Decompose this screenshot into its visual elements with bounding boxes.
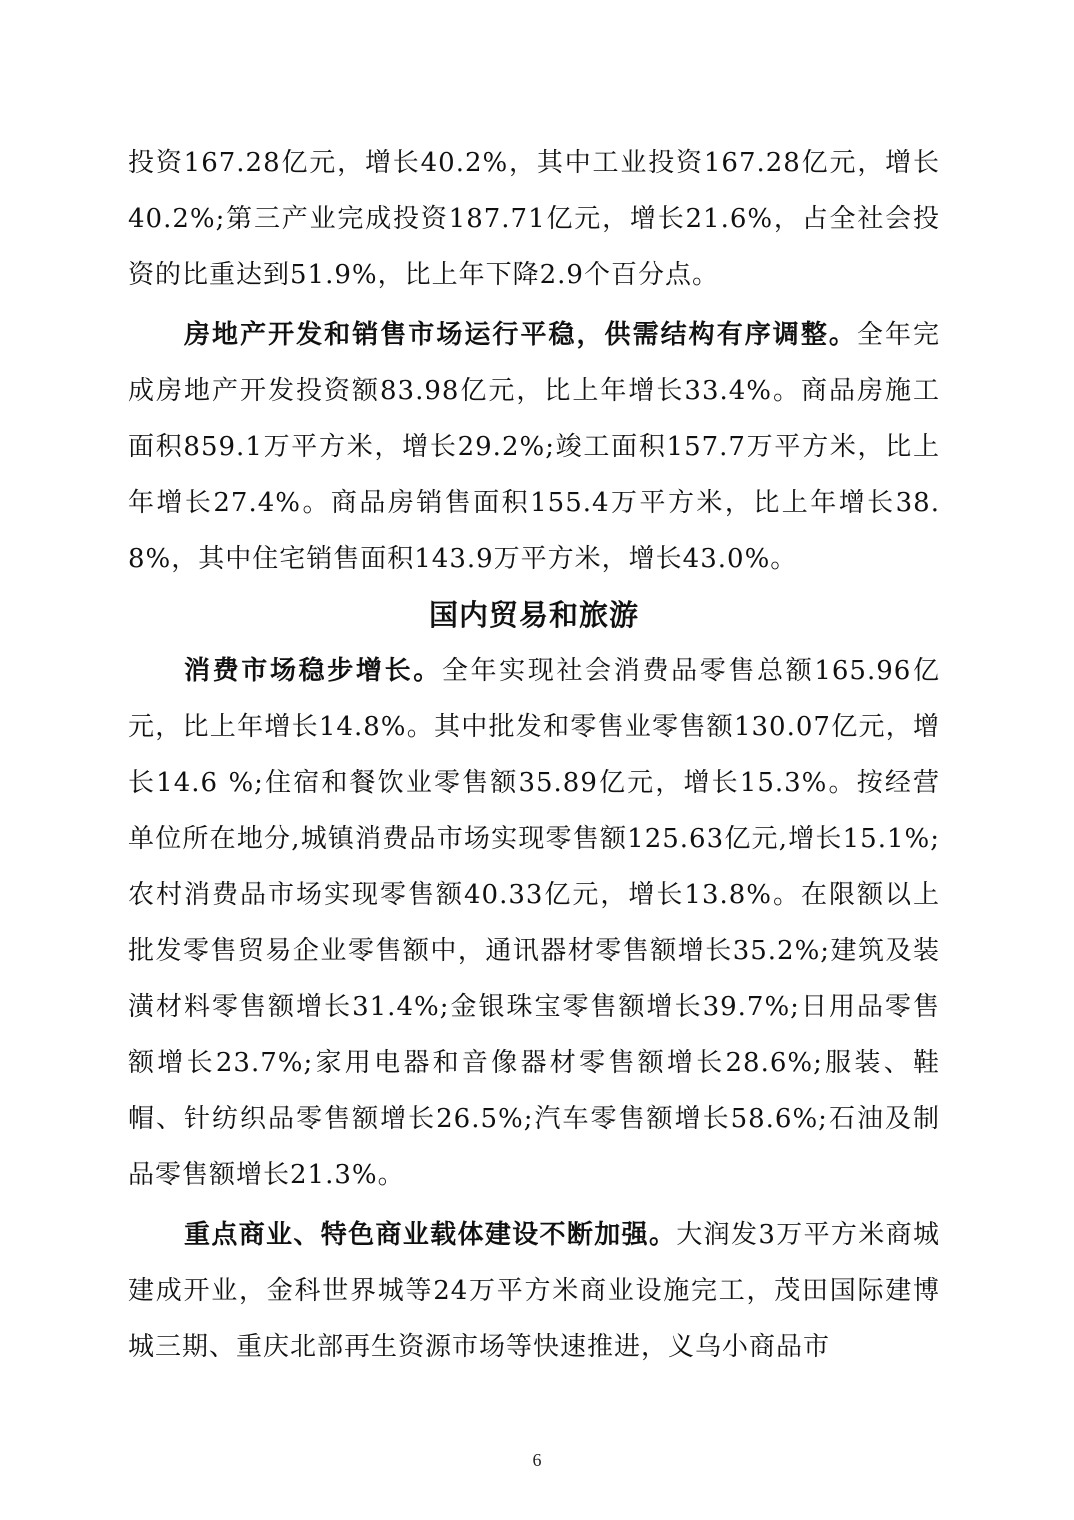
paragraph-text: 大润发3万平方米商城建成开业，金科世界城等24万平方米商业设施完工，茂田国际建博城三期、重庆北部再生资源市场等快速推进，义乌小商品市 [128, 1220, 940, 1362]
paragraph-text: 全年完成房地产开发投资额83.98亿元，比上年增长33.4%。商品房施工面积859.1万平方米，增长29.2%;竣工面积157.7万平方米，比上年增长27.4%。商品房销售面积155.4万平方米，比上年增长38.8%，其中住宅销售面积143.9万平方米，增长43.0%。 [128, 320, 940, 574]
document-body [128, 135, 940, 1375]
paragraph-lead: 房地产开发和销售市场运行平稳，供需结构有序调整。 [184, 320, 857, 350]
paragraph-lead: 重点商业、特色商业载体建设不断加强。 [184, 1220, 677, 1250]
paragraph-lead: 消费市场稳步增长。 [184, 656, 442, 686]
paragraph-consumer-market [128, 643, 940, 1203]
paragraph-real-estate [128, 307, 940, 587]
paragraph-investment-continued [128, 135, 940, 303]
paragraph-commercial-construction [128, 1207, 940, 1375]
paragraph-text: 全年实现社会消费品零售总额165.96亿元，比上年增长14.8%。其中批发和零售业零售额130.07亿元，增长14.6 %;住宿和餐饮业零售额35.89亿元，增长15.3%。按经营单位所在地分,城镇消费品市场实现零售额125.63亿元,增长15.1%;农村消费品市场实现零售额40.33亿元，增长13.8%。在限额以上批发零售贸易企业零售额中，通讯器材零售额增长35.2%;建筑及装潢材料零售额增长31.4%;金银珠宝零售额增长39.7%;日用品零售额增长23.7%;家用电器和音像器材零售额增长28.6%;服装、鞋帽、针纺织品零售额增长26.5%;汽车零售额增长58.6%;石油及制品零售额增长21.3%。 [128, 656, 940, 1190]
paragraph-text: 投资167.28亿元，增长40.2%，其中工业投资167.28亿元，增长40.2%;第三产业完成投资187.71亿元，增长21.6%，占全社会投资的比重达到51.9%，比上年下降2.9个百分点。 [128, 148, 940, 290]
section-title: 国内贸易和旅游 [428, 598, 639, 632]
page-number: 6 [532, 1450, 542, 1470]
